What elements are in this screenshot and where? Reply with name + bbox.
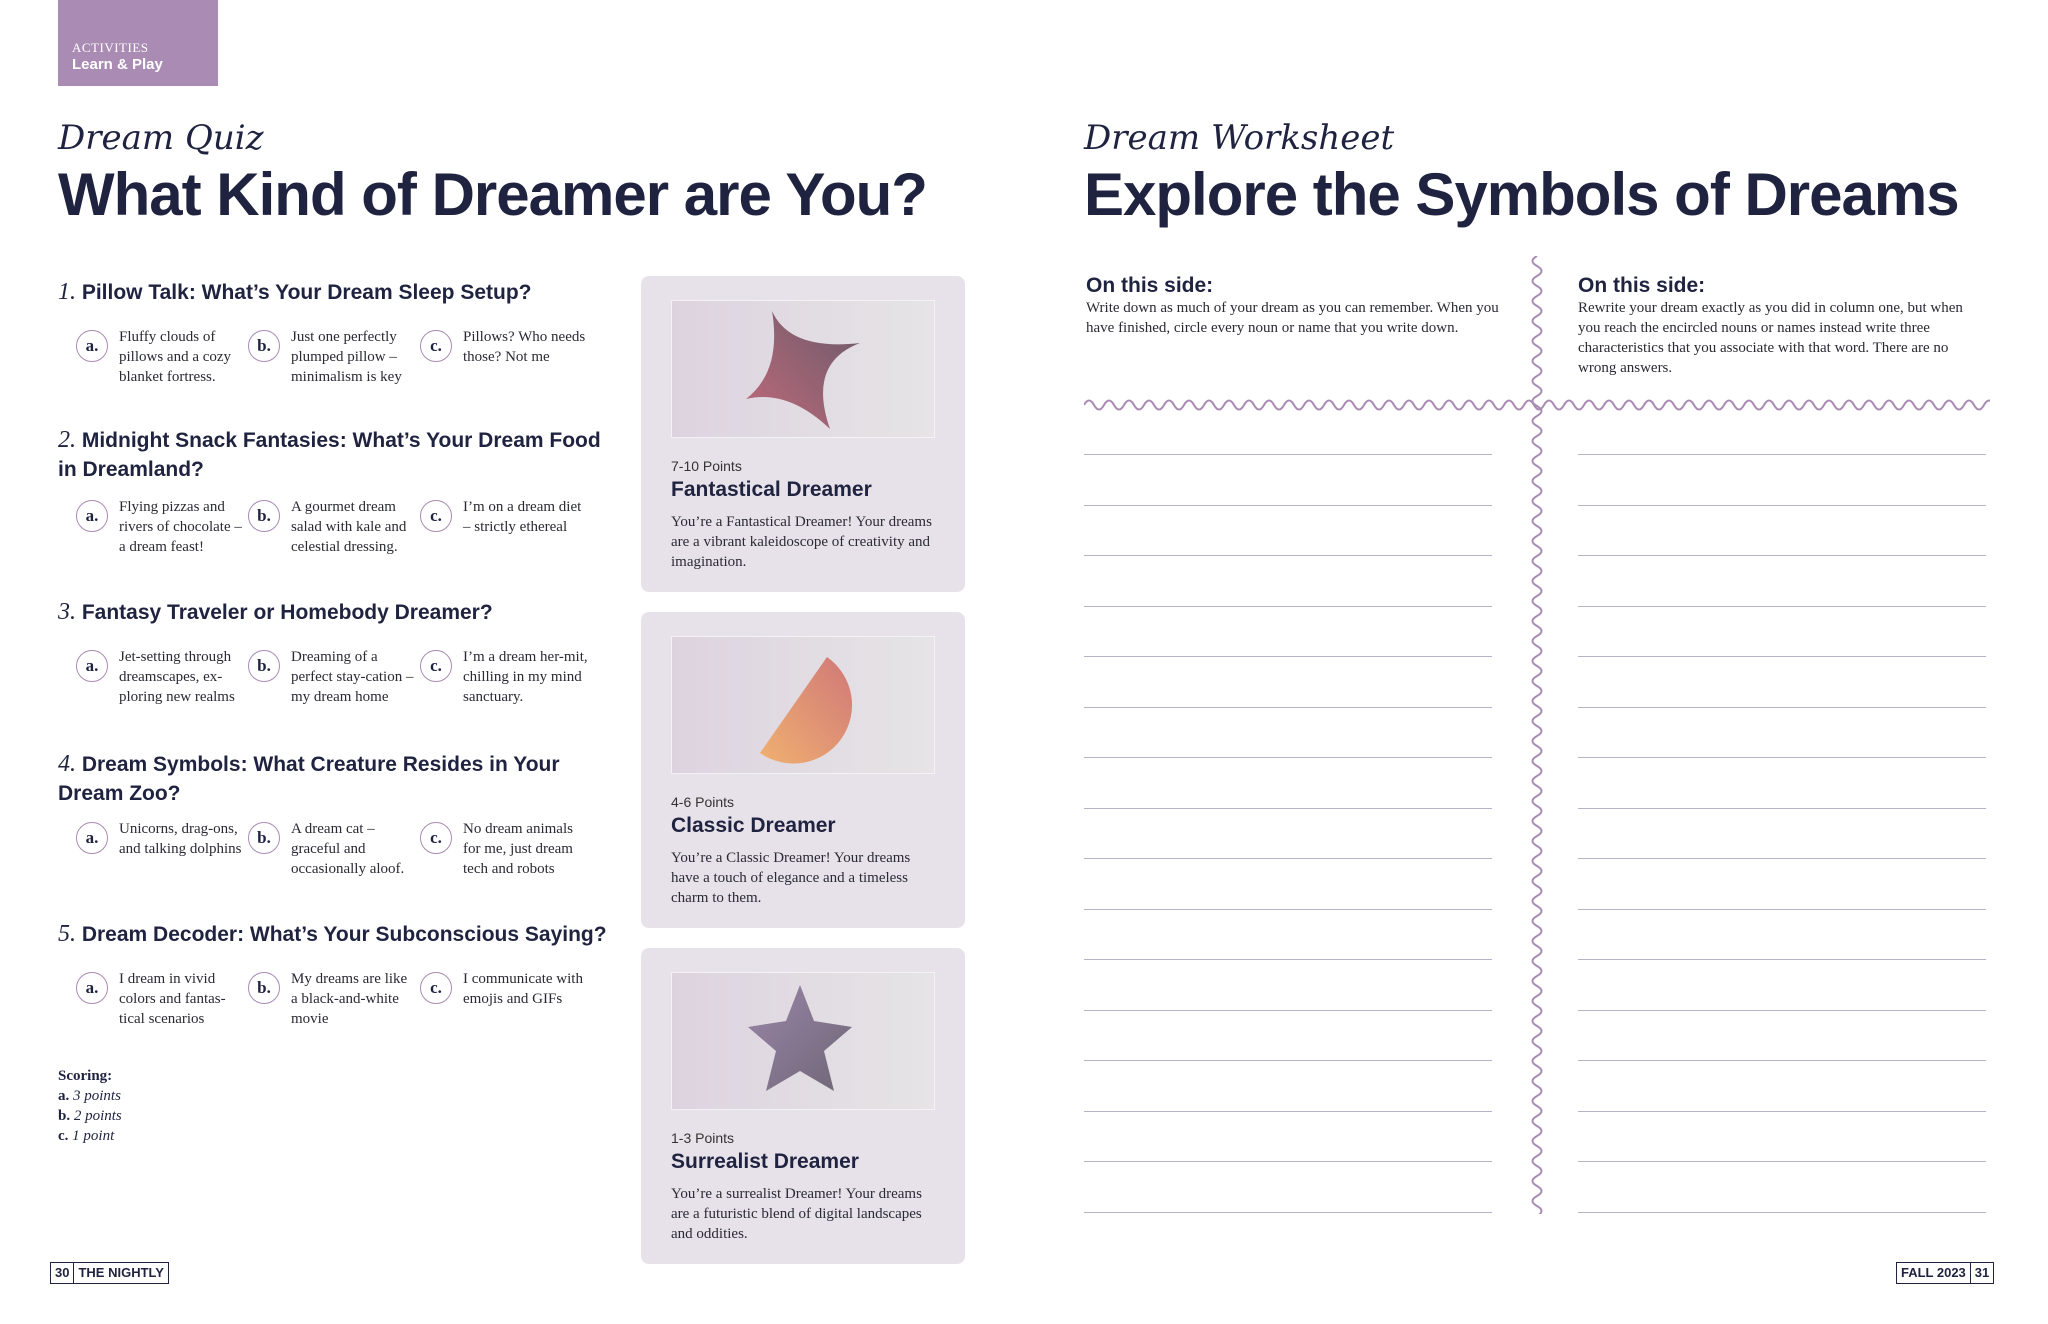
question-text: Fantasy Traveler or Homebody Dreamer? <box>81 601 493 624</box>
writing-line[interactable] <box>1084 707 1492 708</box>
option-text: I’m a dream her-mit, chilling in my mind sanctuary. <box>463 649 588 705</box>
writing-line[interactable] <box>1084 1010 1492 1011</box>
option-text: My dreams are like a black-and-white movie <box>291 971 408 1027</box>
worksheet-kicker: Dream Worksheet <box>1084 118 1395 158</box>
writing-line[interactable] <box>1578 1212 1986 1213</box>
section-kicker: ACTIVITIES <box>72 40 149 55</box>
worksheet-title: Explore the Symbols of Dreams <box>1084 161 1959 228</box>
writing-line[interactable] <box>1084 1212 1492 1213</box>
question-4 <box>58 750 618 808</box>
result-points: 7-10 Points <box>671 458 742 474</box>
question-text: Dream Symbols: What Creature Resides in Your Dream Zoo? <box>58 753 560 805</box>
result-illustration <box>671 972 935 1110</box>
scoring-points: 2 points <box>73 1108 122 1124</box>
option-letter: a. <box>76 330 108 362</box>
writing-line[interactable] <box>1084 858 1492 859</box>
option-letter: c. <box>420 500 452 532</box>
page-number: 31 <box>1970 1263 1993 1283</box>
writing-line[interactable] <box>1578 808 1986 809</box>
page-footer-left <box>50 1262 169 1284</box>
writing-line[interactable] <box>1084 555 1492 556</box>
writing-line[interactable] <box>1578 707 1986 708</box>
column-heading: On this side: <box>1578 274 1706 297</box>
option-text: Jet-setting through dreamscapes, ex-ploring new realms <box>119 649 235 705</box>
writing-line[interactable] <box>1084 1111 1492 1112</box>
option-letter: b. <box>248 822 280 854</box>
writing-line[interactable] <box>1578 959 1986 960</box>
option-letter: b. <box>248 500 280 532</box>
four-point-star-icon <box>672 301 934 437</box>
writing-line[interactable] <box>1084 757 1492 758</box>
option-letter: a. <box>76 650 108 682</box>
section-tag <box>58 0 218 86</box>
writing-line[interactable] <box>1578 858 1986 859</box>
scoring-item <box>58 1086 122 1106</box>
question-number: 2. <box>58 427 76 453</box>
magazine-name: THE NIGHTLY <box>78 1265 164 1280</box>
writing-line[interactable] <box>1578 454 1986 455</box>
question-5 <box>58 920 618 949</box>
writing-line[interactable] <box>1578 1060 1986 1061</box>
option-text: I dream in vivid colors and fantas-tical scenarios <box>119 971 226 1027</box>
question-text: Pillow Talk: What’s Your Dream Sleep Setup? <box>81 281 532 304</box>
wavy-vertical-divider <box>1522 256 1552 1214</box>
writing-line[interactable] <box>1578 555 1986 556</box>
writing-line[interactable] <box>1084 505 1492 506</box>
scoring-block <box>58 1066 122 1146</box>
result-card-fantastical <box>641 276 965 592</box>
option-text: Fluffy clouds of pillows and a cozy blanket fortress. <box>119 329 232 385</box>
question-text: Dream Decoder: What’s Your Subconscious Saying? <box>81 923 607 946</box>
quiz-kicker: Dream Quiz <box>58 118 264 158</box>
writing-line[interactable] <box>1084 959 1492 960</box>
result-points: 4-6 Points <box>671 794 735 810</box>
scoring-item <box>58 1106 122 1126</box>
question-2 <box>58 426 618 484</box>
page-number: 30 <box>51 1263 74 1283</box>
result-card-classic <box>641 612 965 928</box>
scoring-label: Scoring: <box>58 1068 113 1084</box>
option-letter: c. <box>420 650 452 682</box>
result-illustration <box>671 636 935 774</box>
writing-line[interactable] <box>1578 1111 1986 1112</box>
writing-line[interactable] <box>1084 606 1492 607</box>
column-2-instructions <box>1578 274 1988 378</box>
option-text: Dreaming of a perfect stay-cation – my dream home <box>291 649 414 705</box>
question-3 <box>58 598 618 627</box>
option-text: Just one perfectly plumped pillow – minimalism is key <box>291 329 402 385</box>
result-description: You’re a surrealist Dreamer! Your dreams are a futuristic blend of digital landscapes and oddities. <box>671 1186 922 1242</box>
option-text: Flying pizzas and rivers of chocolate –a dream feast! <box>119 499 242 555</box>
writing-line[interactable] <box>1084 909 1492 910</box>
result-points: 1-3 Points <box>671 1130 735 1146</box>
writing-line[interactable] <box>1084 454 1492 455</box>
writing-line[interactable] <box>1084 1161 1492 1162</box>
option-letter: b. <box>248 650 280 682</box>
section-name: Learn & Play <box>72 56 163 73</box>
column-heading: On this side: <box>1086 274 1214 297</box>
writing-line[interactable] <box>1578 757 1986 758</box>
option-text: A gourmet dream salad with kale and celestial dressing. <box>291 499 407 555</box>
scoring-item <box>58 1126 122 1146</box>
result-name: Surrealist Dreamer <box>671 1150 859 1173</box>
half-circle-icon <box>672 637 934 773</box>
option-text: A dream cat – graceful and occasionally aloof. <box>291 821 405 877</box>
scoring-letter: b. <box>58 1108 71 1124</box>
column-text: Rewrite your dream exactly as you did in column one, but when you reach the encircled nouns or names instead write three characteristics that you associate with that word. There are no wrong answers. <box>1578 300 1963 376</box>
result-description: You’re a Classic Dreamer! Your dreams have a touch of elegance and a timeless charm to them. <box>671 850 911 906</box>
option-text: Unicorns, drag-ons, and talking dolphins <box>119 821 242 857</box>
writing-line[interactable] <box>1578 656 1986 657</box>
option-text: I communicate with emojis and GIFs <box>463 971 583 1007</box>
result-card-surrealist <box>641 948 965 1264</box>
result-name: Fantastical Dreamer <box>671 478 872 501</box>
question-number: 1. <box>58 279 76 305</box>
writing-line[interactable] <box>1578 1010 1986 1011</box>
question-number: 3. <box>58 599 76 625</box>
option-letter: a. <box>76 972 108 1004</box>
option-letter: a. <box>76 500 108 532</box>
question-1 <box>58 278 618 307</box>
writing-line[interactable] <box>1084 656 1492 657</box>
scoring-points: 3 points <box>73 1088 121 1104</box>
writing-line[interactable] <box>1578 1161 1986 1162</box>
column-text: Write down as much of your dream as you can remember. When you have finished, circle every noun or name that you write down. <box>1086 300 1499 336</box>
scoring-letter: a. <box>58 1088 70 1104</box>
option-letter: a. <box>76 822 108 854</box>
question-text: Midnight Snack Fantasies: What’s Your Dream Food in Dreamland? <box>58 429 601 481</box>
option-letter: b. <box>248 330 280 362</box>
result-illustration <box>671 300 935 438</box>
option-text: Pillows? Who needs those? Not me <box>463 329 586 365</box>
issue-label: FALL 2023 <box>1901 1265 1966 1280</box>
writing-line[interactable] <box>1578 909 1986 910</box>
option-text: No dream animals for me, just dream tech and robots <box>463 821 573 877</box>
result-name: Classic Dreamer <box>671 814 836 837</box>
question-number: 5. <box>58 921 76 947</box>
writing-line[interactable] <box>1578 505 1986 506</box>
question-number: 4. <box>58 751 76 777</box>
page-footer-right <box>1896 1262 1994 1284</box>
writing-line[interactable] <box>1084 808 1492 809</box>
option-letter: b. <box>248 972 280 1004</box>
quiz-title: What Kind of Dreamer are You? <box>58 161 927 228</box>
option-text: I’m on a dream diet – strictly ethereal <box>463 499 582 535</box>
scoring-points: 1 point <box>72 1128 115 1144</box>
option-letter: c. <box>420 972 452 1004</box>
scoring-letter: c. <box>58 1128 69 1144</box>
column-1-instructions <box>1086 274 1506 338</box>
option-letter: c. <box>420 822 452 854</box>
writing-line[interactable] <box>1084 1060 1492 1061</box>
option-letter: c. <box>420 330 452 362</box>
six-point-star-icon <box>672 973 934 1109</box>
writing-line[interactable] <box>1578 606 1986 607</box>
result-description: You’re a Fantastical Dreamer! Your dreams are a vibrant kaleidoscope of creativity and imagination. <box>671 514 932 570</box>
